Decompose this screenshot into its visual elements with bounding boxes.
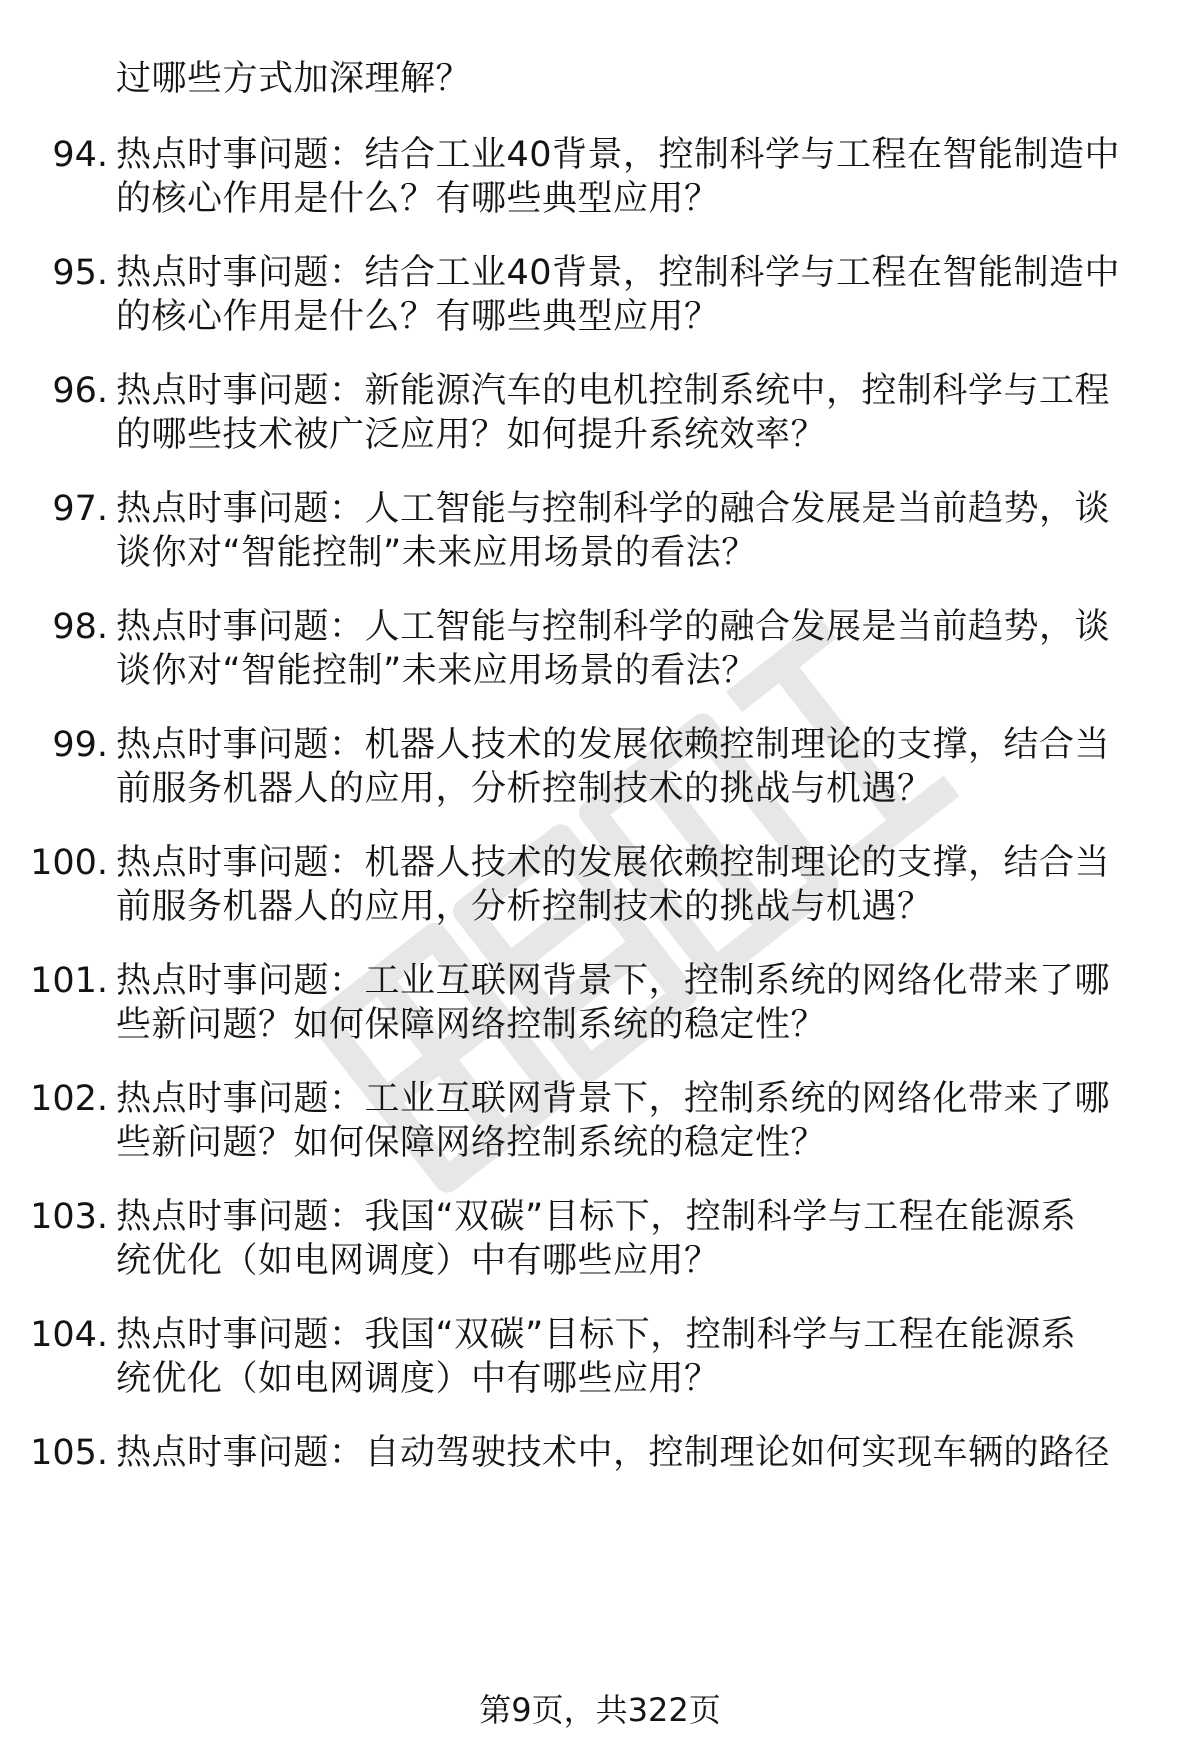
question-text-line1: 热点时事问题：工业互联网背景下，控制系统的网络化带来了哪 (116, 1079, 1111, 1119)
question-number: 105. (30, 1433, 108, 1473)
question-text-line2: 些新问题？如何保障网络控制系统的稳定性？ (116, 1005, 827, 1045)
question-number: 94. (52, 135, 108, 175)
question-text-line1: 热点时事问题：我国“双碳”目标下，控制科学与工程在能源系 (116, 1197, 1077, 1237)
page-footer: 第9页，共322页 (479, 1691, 721, 1729)
question-text-line2: 统优化（如电网调度）中有哪些应用？ (116, 1359, 720, 1399)
question-number: 104. (30, 1315, 108, 1355)
question-text-line1: 热点时事问题：人工智能与控制科学的融合发展是当前趋势，谈 (116, 489, 1111, 529)
question-text-line1: 热点时事问题：机器人技术的发展依赖控制理论的支撑，结合当 (116, 725, 1111, 765)
question-number: 102. (30, 1079, 108, 1119)
question-number: 100. (30, 843, 108, 883)
question-number: 96. (52, 371, 108, 411)
question-number: 97. (52, 489, 108, 529)
question-text-line2: 的哪些技术被广泛应用？如何提升系统效率？ (116, 415, 827, 455)
question-text-line2: 的核心作用是什么？有哪些典型应用？ (116, 179, 720, 219)
question-text-line2: 的核心作用是什么？有哪些典型应用？ (116, 297, 720, 337)
question-text-line1: 热点时事问题：机器人技术的发展依赖控制理论的支撑，结合当 (116, 843, 1111, 883)
question-text-line2: 统优化（如电网调度）中有哪些应用？ (116, 1241, 720, 1281)
question-text-line1: 热点时事问题：结合工业40背景，控制科学与工程在智能制造中 (116, 253, 1121, 293)
continuation-line: 过哪些方式加深理解？ (116, 59, 472, 99)
question-text-line1: 热点时事问题：我国“双碳”目标下，控制科学与工程在能源系 (116, 1315, 1077, 1355)
question-number: 101. (30, 961, 108, 1001)
question-text-line2: 些新问题？如何保障网络控制系统的稳定性？ (116, 1123, 827, 1163)
question-number: 103. (30, 1197, 108, 1237)
question-text-line1: 热点时事问题：新能源汽车的电机控制系统中，控制科学与工程 (116, 371, 1111, 411)
question-text-line2: 前服务机器人的应用，分析控制技术的挑战与机遇？ (116, 769, 933, 809)
question-number: 98. (52, 607, 108, 647)
question-text-line2: 谈你对“智能控制”未来应用场景的看法？ (116, 651, 757, 691)
question-text-line2: 前服务机器人的应用，分析控制技术的挑战与机遇？ (116, 887, 933, 927)
question-number: 99. (52, 725, 108, 765)
question-text-line1: 热点时事问题：结合工业40背景，控制科学与工程在智能制造中 (116, 135, 1121, 175)
question-text-line1: 热点时事问题：人工智能与控制科学的融合发展是当前趋势，谈 (116, 607, 1111, 647)
question-text-line1: 热点时事问题：自动驾驶技术中，控制理论如何实现车辆的路径 (116, 1433, 1111, 1473)
question-text-line2: 谈你对“智能控制”未来应用场景的看法？ (116, 533, 757, 573)
question-text-line1: 热点时事问题：工业互联网背景下，控制系统的网络化带来了哪 (116, 961, 1111, 1001)
question-number: 95. (52, 253, 108, 293)
